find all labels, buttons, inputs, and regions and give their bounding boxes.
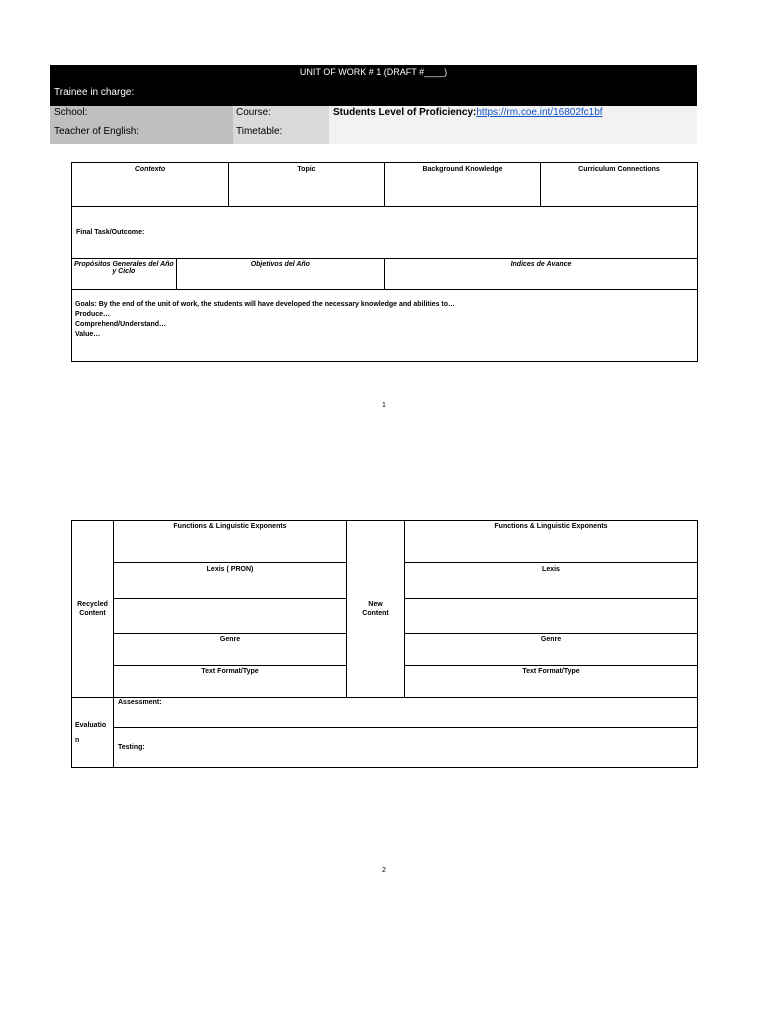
- goals-comprehend: Comprehend/Understand…: [75, 321, 167, 328]
- goals-intro: Goals: By the end of the unit of work, the students will have developed the necessary knowledge and abilities to…: [75, 301, 456, 308]
- content-evaluation-table: [71, 520, 698, 768]
- school-label: School:: [54, 107, 88, 118]
- background-cell: [385, 163, 541, 207]
- evaluation-label-line1: Evaluatio: [75, 721, 107, 729]
- evaluation-label-line2: n: [75, 736, 80, 744]
- contexto-cell: [72, 163, 229, 207]
- contexto-label: Contexto: [134, 166, 166, 173]
- indices-label: Indices de Avance: [510, 261, 572, 268]
- assessment-cell: [114, 698, 698, 728]
- lexis-left-content: [114, 599, 347, 634]
- propositos-label: Propósitos Generales del Año y Ciclo: [73, 261, 174, 275]
- new-label-line2: Content: [362, 610, 389, 617]
- functions-left-label: Functions & Linguistic Exponents: [173, 523, 287, 530]
- timetable-label: Timetable:: [236, 126, 283, 137]
- final-task-label: Final Task/Outcome:: [76, 229, 145, 236]
- textformat-right-label: Text Format/Type: [522, 668, 580, 675]
- functions-right-label: Functions & Linguistic Exponents: [494, 523, 608, 530]
- functions-left-cell: [114, 521, 347, 563]
- genre-right-label: Genre: [540, 636, 562, 643]
- testing-label: Testing:: [118, 744, 145, 751]
- proficiency-label-text: Students Level of Proficiency:: [333, 107, 477, 118]
- textformat-left-cell: [114, 666, 347, 698]
- textformat-right-cell: [405, 666, 698, 698]
- curriculum-cell: [541, 163, 698, 207]
- lexis-right-label: Lexis: [542, 566, 560, 573]
- recycled-label-line1: Recycled: [77, 601, 108, 608]
- objetivos-label: Objetivos del Año: [250, 261, 310, 268]
- new-content-cell: [347, 521, 405, 698]
- course-label: Course:: [236, 107, 272, 118]
- lexis-left-label: Lexis ( PRON): [206, 566, 254, 573]
- curriculum-label: Curriculum Connections: [578, 166, 660, 173]
- genre-left-label: Genre: [219, 636, 241, 643]
- lexis-left-cell: [114, 563, 347, 599]
- goals-produce: Produce…: [75, 311, 111, 318]
- proficiency-link[interactable]: https://rm.coe.int/16802fc1bf: [476, 107, 603, 118]
- lexis-right-content: [405, 599, 698, 634]
- topic-cell: [229, 163, 385, 207]
- page-number-2: 2: [382, 867, 386, 874]
- proficiency-label: [333, 107, 603, 118]
- assessment-label: Assessment:: [118, 699, 162, 706]
- final-task-cell: [72, 207, 698, 259]
- objetivos-cell: [176, 259, 384, 290]
- indices-cell: [385, 259, 698, 290]
- topic-label: Topic: [297, 166, 316, 173]
- unit-overview-table: [71, 162, 698, 362]
- document-title: UNIT OF WORK # 1 (DRAFT #____): [299, 67, 448, 77]
- textformat-left-label: Text Format/Type: [201, 668, 259, 675]
- trainee-label: Trainee in charge:: [54, 87, 135, 98]
- functions-right-cell: [405, 521, 698, 563]
- recycled-content-cell: [72, 521, 114, 698]
- genre-left-cell: [114, 634, 347, 666]
- goals-cell: [72, 290, 698, 362]
- new-label-line1: New: [368, 601, 383, 608]
- recycled-label-line2: Content: [79, 610, 106, 617]
- page-number-1: 1: [382, 402, 386, 409]
- propositos-cell: [72, 259, 177, 290]
- testing-cell: [114, 728, 698, 768]
- genre-right-cell: [405, 634, 698, 666]
- teacher-label: Teacher of English:: [54, 126, 140, 137]
- evaluation-cell: [72, 698, 114, 768]
- goals-value: Value…: [75, 331, 101, 338]
- background-label: Background Knowledge: [422, 166, 503, 173]
- lexis-right-cell: [405, 563, 698, 599]
